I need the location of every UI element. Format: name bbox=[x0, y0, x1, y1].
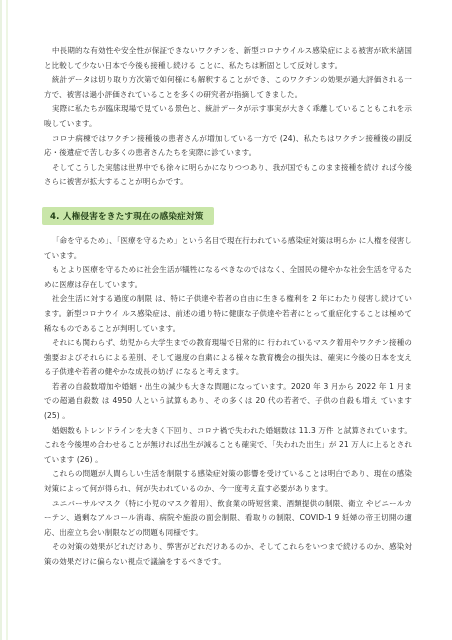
paragraph: ユニバーサルマスク（特に小児のマスク着用）、飲食業の時短営業、酒類提供の制限、衛立 やビニールカーテン、過剰なアルコール消毒、病院や施設の面会制限、看取りの制限、COVID-1 9 妊婦の帝王切開の適応、出産立ち会い制限などの問題も同様です。 bbox=[44, 498, 412, 537]
paragraph: 社会生活に対する過度の制限 は、特に子供達や若者の自由に生きる権利を 2 年にわたり侵害し続けています。新型コロナウイ ルス感染症は、前述の通り特に健康な子供達や若者にとって重症化することは極めて稀なものであることが判明しています。 bbox=[44, 294, 412, 333]
paragraph: 実際に私たちが臨床現場で見ている景色と、統計データが示す事実が大きく乖離していることもこれを示唆しています。 bbox=[44, 104, 412, 128]
section-spacer bbox=[44, 190, 412, 204]
paragraph: 中長期的な有効性や安全性が保証できないワクチンを、新型コロナウイルス感染症による被害が欧米諸国と比較して少ない日本で今後も接種し続ける ことに、私たちは断固として反対します。 bbox=[44, 46, 412, 70]
paragraph: 若者の自殺数増加や婚姻・出生の減少も大きな問題になっています。2020 年 3 月から 2022 年 1 月までの超過自殺数 は 4950 人という試算もあり、その多くは 20 代の若者で、子供の自殺も増え ています (25) 。 bbox=[44, 381, 412, 421]
paragraph: 「命を守るため」、「医療を守るため」という名目で現在行われている感染症対策は明らか に人権を侵害しています。 bbox=[44, 235, 412, 260]
paragraph: 婚姻数もトレンドラインを大きく下回り、コロナ禍で失われた婚姻数は 11.3 万件 と試算されています。これを今後埋め合わせることが無ければ出生が減ることも確実で、「失われた出生」が 21 万人に上るとされています (26) 。 bbox=[44, 425, 413, 464]
intro-section bbox=[44, 44, 412, 190]
paragraph: コロナ病棟ではワクチン接種後の患者さんが増加している一方で (24)、私たちはワクチン接種後の副反応・後遺症で苦しむ多くの患者さんたちを実際に診ています。 bbox=[44, 133, 412, 158]
paragraph: これらの問題が人間らしい生活を制限する感染症対策の影響を受けていることは明白であり、現在の感染対策によって何が得られ、何が失われているのか、今一度考え直す必要があります。 bbox=[44, 469, 412, 494]
paragraph: それにも関わらず、幼児から大学生までの教育現場で日常的に 行われているマスク着用やワクチン接種の強要およびそれらによる差別、そして過度の自粛による様々な教育機会の損失は、確実に今後の日本を支える子供達や若者の健やかな成長の妨げ になると考えます。 bbox=[44, 338, 412, 377]
section-heading: 4. 人権侵害をきたす現在の感染症対策 bbox=[42, 207, 214, 225]
paragraph: その対策の効果がどれだけあり、弊害がどれだけあるのか、そしてこれらをいつまで続けるのか、感染対策の効果だけに偏らない視点で議論をするべきです。 bbox=[44, 542, 412, 566]
paragraph: もとより医療を守るために社会生活が犠牲になるべきなのではなく、全国民の健やかな社会生活を守るために医療は存在しています。 bbox=[44, 265, 412, 289]
paragraph: 統計データは切り取り方次第で如何様にも解釈することができ、このワクチンの効果が過大評価される一方で、被害は過小評価されていることを多くの研究者が指摘してきました。 bbox=[44, 75, 412, 99]
human-rights-section bbox=[44, 234, 412, 570]
paragraph: そしてこうした実態は世界中でも徐々に明らかになりつつあり、我が国でもこのまま接種を続け れば今後さらに被害が拡大することが明らかです。 bbox=[44, 162, 412, 187]
